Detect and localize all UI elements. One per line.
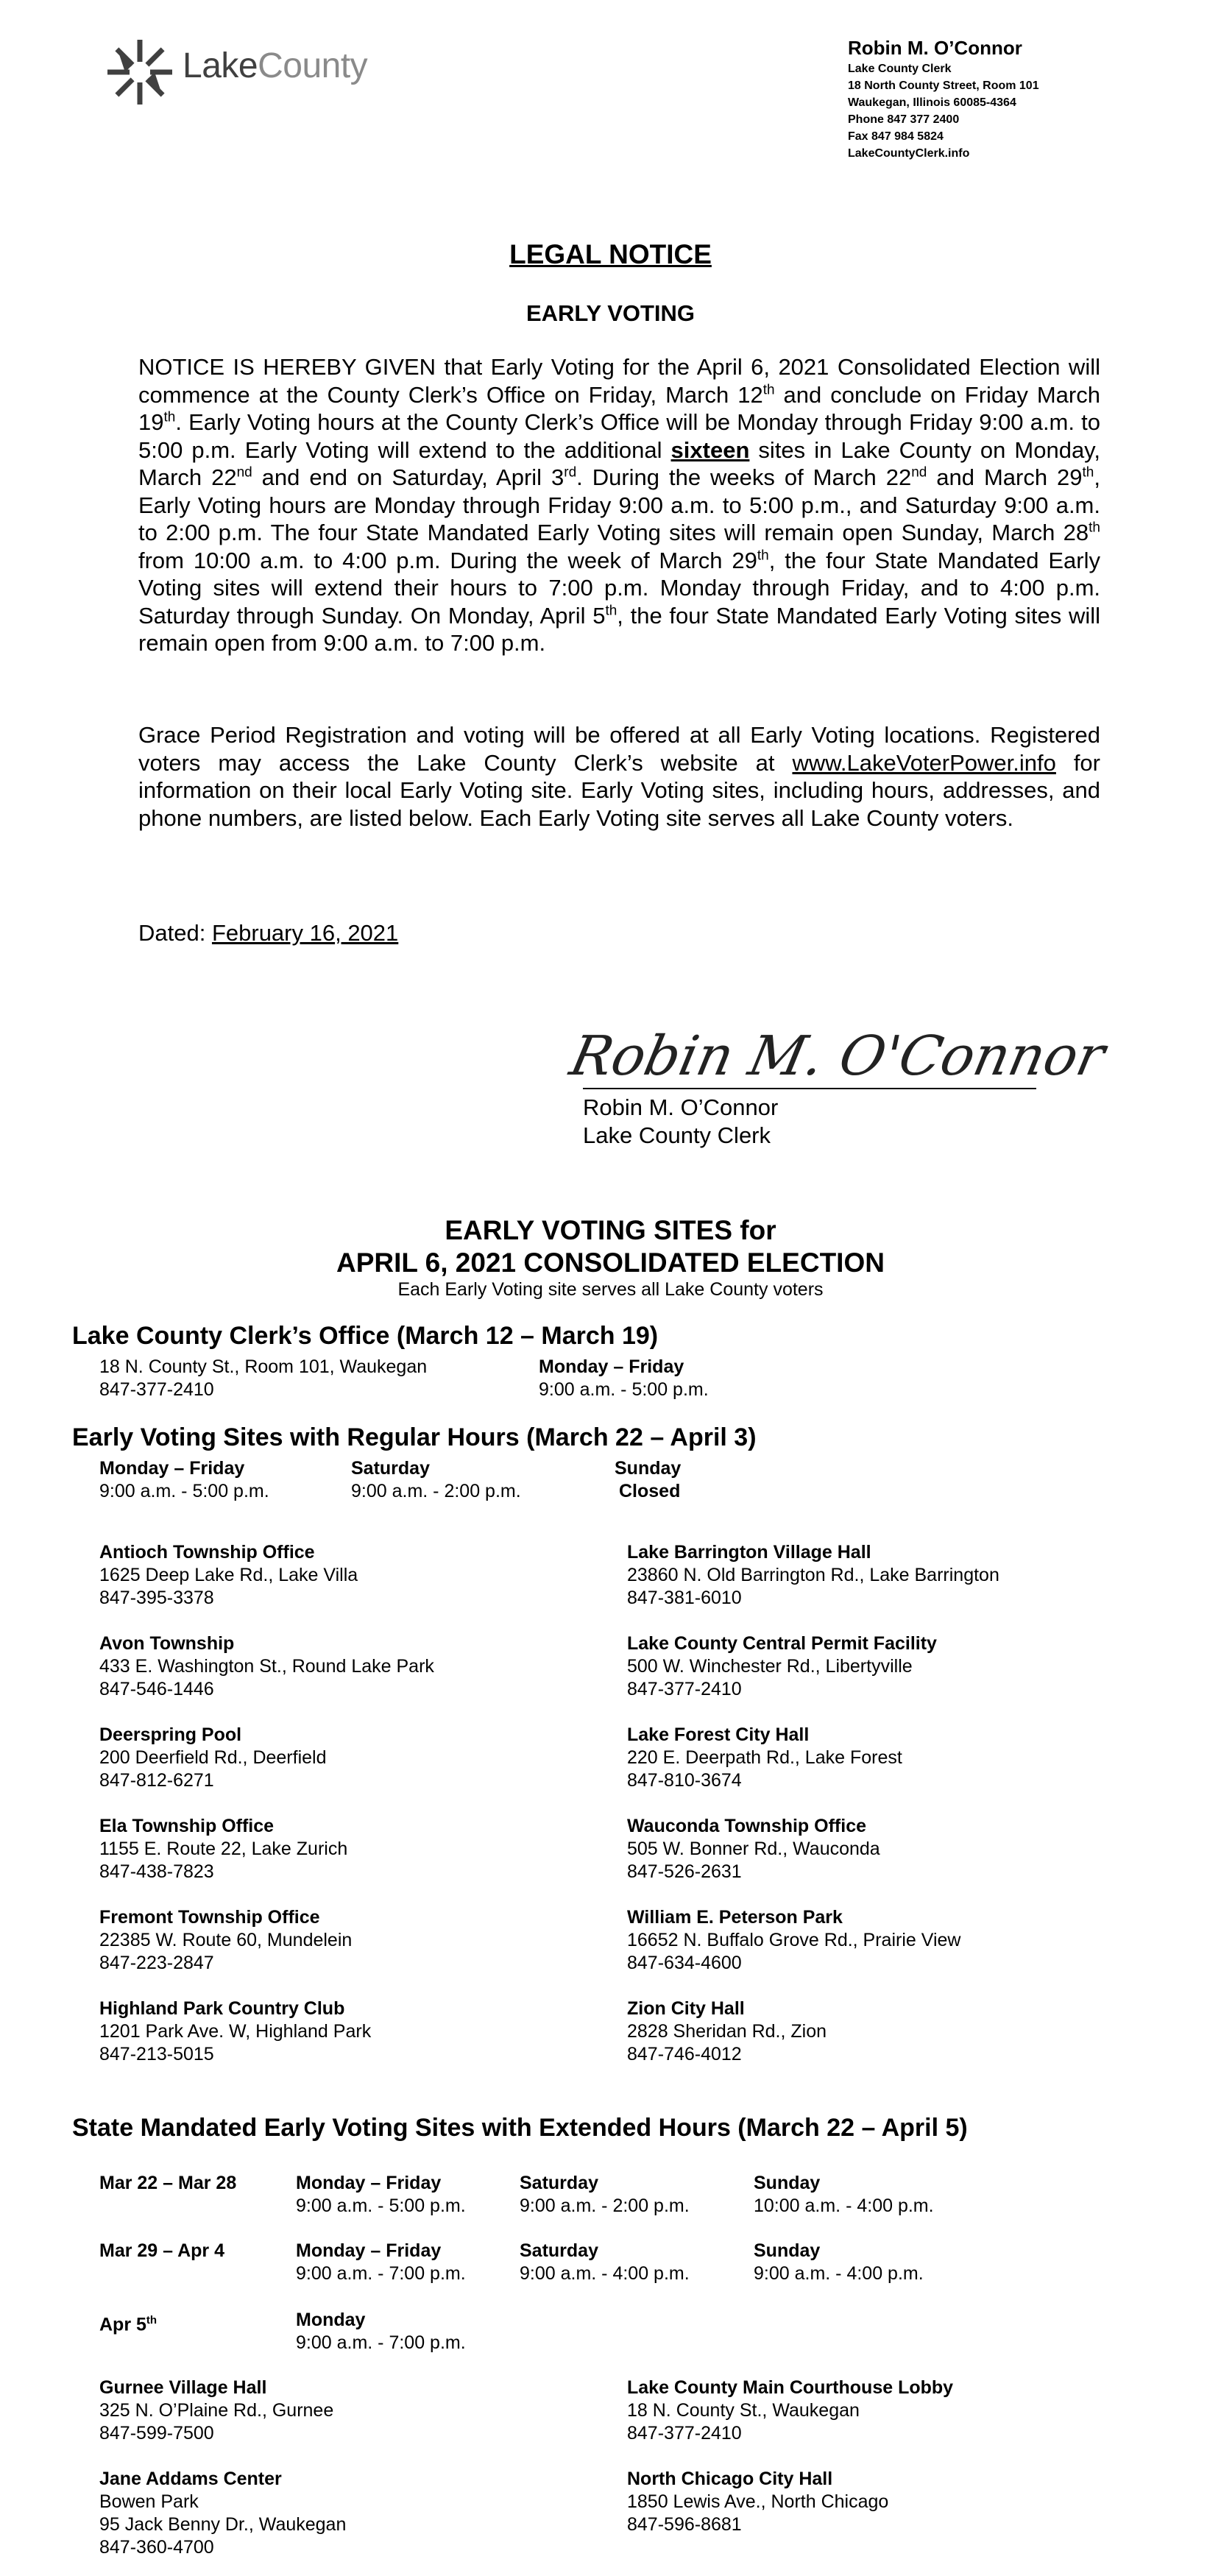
mandated-period-2: Mar 29 – Apr 4 [99, 2240, 224, 2261]
notice-title: LEGAL NOTICE [509, 239, 712, 269]
site-entry: Fremont Township Office 22385 W. Route 60, Mundelein 847-223-2847 [99, 1907, 353, 1973]
logo-word-county: County [258, 46, 368, 85]
clerk-office-hours-value: 9:00 a.m. - 5:00 p.m. [539, 1379, 709, 1400]
site-entry: North Chicago City Hall 1850 Lewis Ave., North Chicago 847-596-8681 [627, 2469, 889, 2535]
site-entry: Ela Township Office 1155 E. Route 22, Lake Zurich 847-438-7823 [99, 1816, 348, 1882]
address-line: Fax 847 984 5824 [848, 130, 944, 143]
mandated-p3-monday: Monday 9:00 a.m. - 7:00 p.m. [296, 2310, 466, 2353]
regular-sites-heading: Early Voting Sites with Regular Hours (March 22 – April 3) [72, 1423, 757, 1451]
dated-line: Dated: February 16, 2021 [138, 920, 399, 946]
mandated-p1-weekday: Monday – Friday 9:00 a.m. - 5:00 p.m. [296, 2173, 466, 2216]
dated-value: February 16, 2021 [211, 920, 399, 946]
sites-title-line-1: EARLY VOTING SITES for [445, 1215, 776, 1245]
address-line: LakeCountyClerk.info [848, 147, 970, 160]
mandated-p1-saturday: Saturday 9:00 a.m. - 2:00 p.m. [520, 2173, 690, 2216]
sites-title [0, 1214, 1221, 1279]
regular-schedule-saturday: Saturday 9:00 a.m. - 2:00 p.m. [351, 1458, 521, 1501]
clerk-name: Robin M. O’Connor [848, 37, 1022, 59]
signer-title: Lake County Clerk [583, 1122, 771, 1148]
regular-schedule-weekday: Monday – Friday 9:00 a.m. - 5:00 p.m. [99, 1458, 269, 1501]
site-entry: Lake County Main Courthouse Lobby 18 N. County St., Waukegan 847-377-2410 [627, 2377, 954, 2444]
clerk-office-info [99, 1356, 427, 1401]
notice-paragraph-1: NOTICE IS HEREBY GIVEN that Early Voting for the April 6, 2021 Consolidated Election will commence at the County Clerk’s Office on Friday, March 12th and conclude on Friday March 19th. Early Voting hours at the County Clerk’s Office will be Monday through Friday 9:00 a.m. to 5:00 p.m. Early Voting will extend to the additional sixteen sites in Lake County on Monday, March 22nd and end on Saturday, April 3rd. During the weeks of March 22nd and March 29th, Early Voting hours are Monday through Friday 9:00 a.m. to 5:00 p.m., and Saturday 9:00 a.m. to 2:00 p.m. The four State Mandated Early Voting sites will remain open Sunday, March 28th from 10:00 a.m. to 4:00 p.m. During the week of March 29th, the four State Mandated Early Voting sites will extend their hours to 7:00 p.m. Monday through Friday, and to 4:00 p.m. Saturday through Sunday. On Monday, April 5th, the four State Mandated Early Voting sites will remain open from 9:00 a.m. to 7:00 p.m. [138, 354, 1100, 656]
address-line: Phone 847 377 2400 [848, 113, 960, 126]
mandated-period-3: Apr 5th [99, 2314, 158, 2335]
signature-image [565, 1010, 1111, 1091]
mandated-period-1: Mar 22 – Mar 28 [99, 2173, 237, 2193]
site-entry: Avon Township 433 E. Washington St., Round Lake Park 847-546-1446 [99, 1633, 434, 1699]
site-entry: Zion City Hall 2828 Sheridan Rd., Zion 847-746-4012 [627, 1998, 827, 2064]
clerk-office-address: 18 N. County St., Room 101, Waukegan [99, 1356, 428, 1377]
address-line: Lake County Clerk [848, 63, 952, 75]
sites-subtitle: Each Early Voting site serves all Lake County voters [397, 1279, 824, 1300]
site-entry: Lake County Central Permit Facility 500 W. Winchester Rd., Libertyville 847-377-2410 [627, 1633, 937, 1699]
emphasis-sixteen: sixteen [670, 436, 750, 463]
starburst-icon [107, 40, 172, 105]
clerk-office-hours [539, 1356, 709, 1401]
clerk-address-block [848, 35, 1039, 162]
address-line: 18 North County Street, Room 101 [848, 79, 1039, 92]
notice-subtitle: EARLY VOTING [525, 300, 696, 326]
site-entry: Lake Forest City Hall 220 E. Deerpath Rd., Lake Forest 847-810-3674 [627, 1724, 902, 1791]
mandated-p2-sunday: Sunday 9:00 a.m. - 4:00 p.m. [754, 2240, 924, 2284]
site-entry: Deerspring Pool 200 Deerfield Rd., Deerfield 847-812-6271 [99, 1724, 327, 1791]
mandated-p2-weekday: Monday – Friday 9:00 a.m. - 7:00 p.m. [296, 2240, 466, 2284]
mandated-p2-saturday: Saturday 9:00 a.m. - 4:00 p.m. [520, 2240, 690, 2284]
site-entry: Wauconda Township Office 505 W. Bonner Rd., Wauconda 847-526-2631 [627, 1816, 880, 1882]
signer-name: Robin M. O’Connor [583, 1094, 779, 1120]
clerk-office-days: Monday – Friday [539, 1356, 684, 1377]
notice-paragraph-2: Grace Period Registration and voting will be offered at all Early Voting locations. Registered voters may access the Lake County Clerk’s website at www.LakeVoterPower.info for information on their local Early Voting site. Early Voting sites, including hours, addresses, and phone numbers, are listed below. Each Early Voting site serves all Lake County voters. [138, 722, 1100, 831]
sites-title-line-2: APRIL 6, 2021 CONSOLIDATED ELECTION [336, 1248, 885, 1278]
logo-word-lake: Lake [183, 46, 258, 85]
site-entry: Antioch Township Office 1625 Deep Lake Rd., Lake Villa 847-395-3378 [99, 1542, 358, 1608]
site-entry: William E. Peterson Park 16652 N. Buffalo Grove Rd., Prairie View 847-634-4600 [627, 1907, 961, 1973]
signature-line [583, 1088, 1036, 1089]
clerk-office-heading: Lake County Clerk’s Office (March 12 – March 19) [72, 1322, 659, 1350]
mandated-sites-heading: State Mandated Early Voting Sites with Extended Hours (March 22 – April 5) [72, 2114, 968, 2142]
site-entry: Gurnee Village Hall 325 N. O’Plaine Rd., Gurnee 847-599-7500 [99, 2377, 334, 2444]
site-entry: Jane Addams Center Bowen Park 95 Jack Benny Dr., Waukegan 847-360-4700 [99, 2469, 347, 2558]
site-entry: Highland Park Country Club 1201 Park Ave. W, Highland Park 847-213-5015 [99, 1998, 372, 2064]
logo-wordmark [183, 46, 367, 86]
clerk-office-phone: 847-377-2410 [99, 1379, 214, 1400]
signer-block [583, 1094, 778, 1150]
regular-schedule-sunday: Sunday Closed [615, 1458, 682, 1501]
site-entry: Lake Barrington Village Hall 23860 N. Old Barrington Rd., Lake Barrington 847-381-6010 [627, 1542, 999, 1608]
voter-power-link[interactable]: www.LakeVoterPower.info [792, 749, 1056, 776]
address-line: Waukegan, Illinois 60085-4364 [848, 96, 1016, 109]
signature-text: Robin M. O'Connor [565, 1024, 1111, 1088]
mandated-p1-sunday: Sunday 10:00 a.m. - 4:00 p.m. [754, 2173, 934, 2216]
